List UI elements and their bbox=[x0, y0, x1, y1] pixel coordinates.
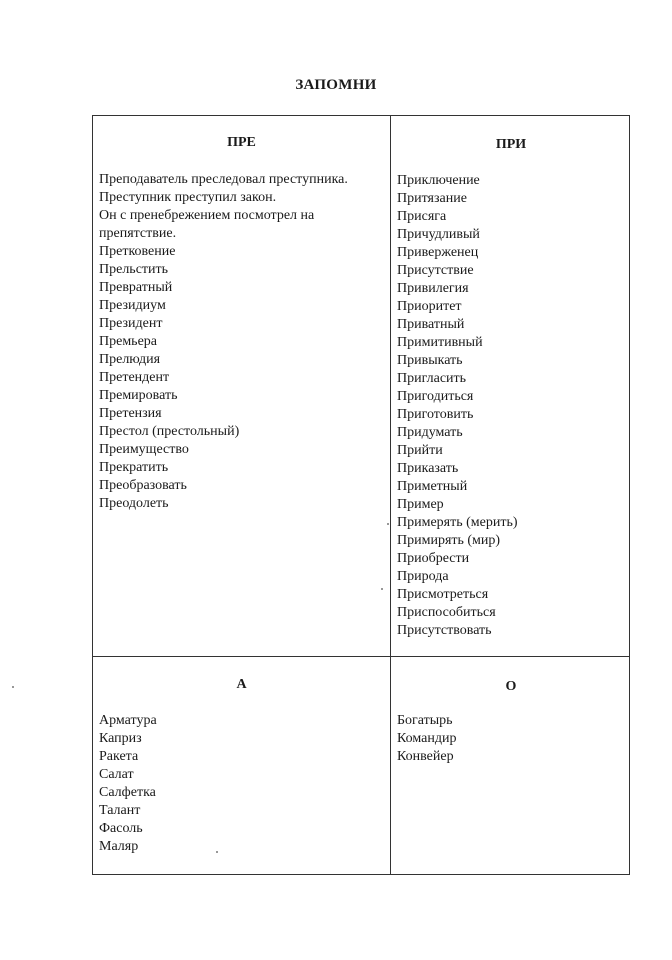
word-item: Претендент bbox=[99, 370, 170, 385]
word-item: Преимущество bbox=[99, 442, 189, 457]
word-item: Приоритет bbox=[397, 299, 462, 314]
word-item: Приобрести bbox=[397, 551, 470, 566]
word-item: Преступник преступил закон. bbox=[99, 190, 277, 205]
o-word-list bbox=[397, 712, 456, 766]
word-item: Приспособиться bbox=[397, 605, 496, 620]
word-item: Преодолеть bbox=[99, 496, 169, 511]
a-cell bbox=[93, 657, 390, 876]
word-item: Придумать bbox=[397, 425, 463, 440]
word-item: Пример bbox=[397, 497, 444, 512]
word-item: Маляр bbox=[99, 839, 139, 854]
word-item: Присмотреться bbox=[397, 587, 489, 602]
word-item: Претензия bbox=[99, 406, 162, 421]
word-item: Присутствие bbox=[397, 263, 474, 278]
word-item: Талант bbox=[99, 803, 141, 818]
word-item: Премировать bbox=[99, 388, 178, 403]
pri-word-list bbox=[397, 172, 518, 640]
word-item: Командир bbox=[397, 731, 457, 746]
o-heading: О bbox=[505, 679, 517, 694]
word-item: Примитивный bbox=[397, 335, 483, 350]
word-item: Конвейер bbox=[397, 749, 454, 764]
word-item: Прекратить bbox=[99, 460, 169, 475]
word-item: препятствие. bbox=[99, 226, 177, 241]
word-item: Причудливый bbox=[397, 227, 480, 242]
word-item: Пригодиться bbox=[397, 389, 474, 404]
word-item: Приключение bbox=[397, 173, 480, 188]
word-item: Притязание bbox=[397, 191, 467, 206]
word-item: Президиум bbox=[99, 298, 166, 313]
pri-cell bbox=[391, 116, 631, 656]
word-item: Он с пренебрежением посмотрел на bbox=[99, 208, 315, 223]
page-title: ЗАПОМНИ bbox=[295, 77, 377, 93]
o-cell bbox=[391, 657, 631, 876]
word-item: Богатырь bbox=[397, 713, 453, 728]
word-item: Приметный bbox=[397, 479, 468, 494]
word-item: Премьера bbox=[99, 334, 157, 349]
word-item: Пригласить bbox=[397, 371, 467, 386]
scan-speck bbox=[12, 686, 14, 688]
word-item: Приготовить bbox=[397, 407, 474, 422]
word-item: Присутствовать bbox=[397, 623, 492, 638]
word-item: Приказать bbox=[397, 461, 459, 476]
word-item: Прелюдия bbox=[99, 352, 161, 367]
word-item: Приверженец bbox=[397, 245, 479, 260]
word-item: Преобразовать bbox=[99, 478, 187, 493]
word-item: Каприз bbox=[99, 731, 142, 746]
pre-cell bbox=[93, 116, 390, 656]
word-item: Примирять (мир) bbox=[397, 533, 501, 548]
word-item: Природа bbox=[397, 569, 449, 584]
scan-speck bbox=[216, 851, 218, 853]
word-item: Салфетка bbox=[99, 785, 156, 800]
pri-heading: ПРИ bbox=[495, 137, 527, 152]
word-item: Прийти bbox=[397, 443, 443, 458]
word-item: Престол (престольный) bbox=[99, 424, 240, 439]
a-heading: А bbox=[236, 677, 247, 692]
a-word-list bbox=[99, 712, 157, 856]
word-item: Привыкать bbox=[397, 353, 463, 368]
rules-table bbox=[92, 115, 630, 875]
word-item: Прельстить bbox=[99, 262, 169, 277]
word-item: Присяга bbox=[397, 209, 447, 224]
word-item: Превратный bbox=[99, 280, 173, 295]
scan-speck bbox=[387, 523, 389, 525]
word-item: Салат bbox=[99, 767, 134, 782]
word-item: Арматура bbox=[99, 713, 157, 728]
word-item: Приватный bbox=[397, 317, 465, 332]
pre-heading: ПРЕ bbox=[227, 135, 256, 150]
word-item: Фасоль bbox=[99, 821, 143, 836]
word-item: Примерять (мерить) bbox=[397, 515, 518, 530]
word-item: Привилегия bbox=[397, 281, 469, 296]
pre-word-list bbox=[99, 171, 348, 513]
scan-speck bbox=[381, 588, 383, 590]
word-item: Ракета bbox=[99, 749, 139, 764]
word-item: Преподаватель преследовал преступника. bbox=[99, 172, 348, 187]
word-item: Претковение bbox=[99, 244, 176, 259]
word-item: Президент bbox=[99, 316, 163, 331]
